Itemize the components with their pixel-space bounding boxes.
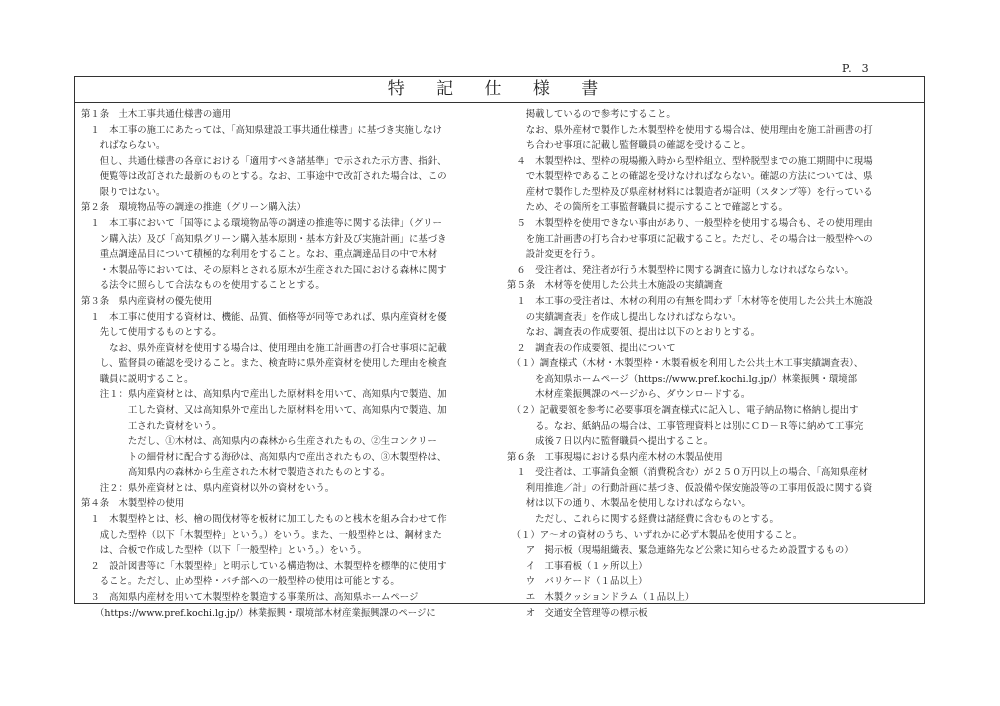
text-line: 第２条 環境物品等の調達の推進（グリーン購入法） [81, 202, 306, 214]
text-line: １ 本工事の施工にあたっては、「高知県建設工事共通仕様書」に基づき実施しなけ [81, 124, 442, 136]
text-line: の実績調査表」を作成し提出しなければならない。 [507, 311, 742, 323]
text-line: ２ 調査表の作成要領、提出について [507, 342, 676, 354]
text-line: 工した資材、又は高知県外で産出した原材料を用いて、高知県内で製造、加 [81, 404, 447, 416]
text-line: ２ 設計図書等に「木製型枠」と明示している構造物は、木製型枠を標準的に使用す [81, 560, 447, 572]
text-line: は、合板で作成した型枠（以下「一般型枠」という。）をいう。 [81, 545, 367, 557]
text-line: る法令に照らして合法なものを使用することとする。 [81, 280, 325, 292]
text-line: 設計変更を行う。 [507, 249, 601, 261]
text-line: る。なお、紙納品の場合は、工事管理資料とは別にＣＤ－Ｒ等に納めて工事完 [507, 420, 864, 432]
text-line: 利用推進／計」の行動計画に基づき、仮設備や保安施設等の工事用仮設に関する資 [507, 482, 873, 494]
text-line: し、監督員の確認を受けること。また、検査時に県外産資材を使用した理由を検査 [81, 358, 447, 370]
text-line: ６ 受注者は、発注者が行う木製型枠に関する調査に協力しなければならない。 [507, 264, 854, 276]
text-line: １ 木製型枠とは、杉、檜の間伐材等を板材に加工したものと桟木を組み合わせて作 [81, 514, 447, 526]
text-line: 高知県内の森林から生産された木材で製造されたものとする。 [81, 467, 391, 479]
text-line: ア 掲示板（現場組織表、緊急連絡先など公衆に知らせるため設置するもの） [507, 545, 854, 557]
text-line: 先して使用するものとする。 [81, 327, 222, 339]
text-line: 限りではない。 [81, 186, 166, 198]
text-line: を高知県ホームページ（https://www.pref.kochi.lg.jp/）林業振興・環境部 [507, 373, 858, 385]
text-line: ため、その箇所を工事監督職員に提示することで確認とする。 [507, 202, 788, 214]
text-line: なお、調査表の作成要領、提出は以下のとおりとする。 [507, 327, 761, 339]
left-column [81, 107, 499, 621]
text-line: ただし、これらに関する経費は諸経費に含むものとする。 [507, 514, 779, 526]
page-number: P. 3 [842, 62, 870, 75]
text-line: ３ 高知県内産材を用いて木製型枠を製造する事業所は、高知県ホームページ [81, 591, 419, 603]
text-line: トの細骨材に配合する海砂は、高知県内で産出されたもの、③木製型枠は、 [81, 451, 447, 463]
text-line: ン購入法）及び「高知県グリーン購入基本原則・基本方針及び実施計画」に基づき [81, 233, 447, 245]
text-line: 第４条 木製型枠の使用 [81, 498, 185, 510]
text-line: ただし、①木材は、高知県内の森林から生産されたもの、②生コンクリー [81, 436, 437, 448]
text-line: 産材で製作した型枠及び県産材材料には製造者が証明（スタンプ等）を行っている [507, 186, 873, 198]
text-line: エ 木製クッションドラム（１品以上） [507, 591, 695, 603]
text-line: なお、県外産材で製作した木製型枠を使用する場合は、使用理由を施工計画書の打 [507, 124, 873, 136]
text-line: オ 交通安全管理等の標示板 [507, 607, 648, 619]
text-line: 第６条 工事現場における県内産木材の木製品使用 [507, 451, 723, 463]
text-line: 材は以下の通り、木製品を使用しなければならない。 [507, 498, 751, 510]
text-line: 成後７日以内に監督職員へ提出すること。 [507, 436, 714, 448]
text-line: 第１条 土木工事共通仕様書の適用 [81, 109, 232, 120]
text-line: 工された資材をいう。 [81, 420, 222, 432]
text-line: 掲載しているので参考にすること。 [507, 109, 676, 120]
text-line: ・木製品等においては、その原料とされる原木が生産された国における森林に関す [81, 264, 447, 276]
spec-frame [74, 76, 925, 619]
text-line: 職員に説明すること。 [81, 373, 194, 385]
text-line: １ 受注者は、工事請負金額（消費税含む）が２５０万円以上の場合、「高知県産材 [507, 467, 868, 479]
text-line: （１）ア～オの資材のうち、いずれかに必ず木製品を使用すること。 [507, 529, 803, 541]
text-line: ればならない。 [81, 140, 166, 152]
text-line: １ 本工事に使用する資材は、機能、品質、価格等が同等であれば、県内産資材を優 [81, 311, 447, 323]
body-columns [75, 103, 924, 619]
text-line: を施工計画書の打ち合わせ事項に記載すること。ただし、その場合は一般型枠への [507, 233, 873, 245]
right-column [507, 107, 921, 621]
text-line: なお、県外産資材を使用する場合は、使用理由を施工計画書の打合せ事項に記載 [81, 342, 447, 354]
text-line: （１）調査様式（木材・木製型枠・木製看板を利用した公共土木工事実績調査表）、 [507, 358, 864, 370]
text-line: 但し、共通仕様書の各章における「適用すべき諸基準」で示された示方書、指針、 [81, 155, 447, 167]
document-title: 特 記 仕 様 書 [75, 77, 924, 103]
text-line: （２）記載要領を参考に必要事項を調査様式に記入し、電子納品物に格納し提出す [507, 404, 859, 416]
text-line: イ 工事看板（１ヶ所以上） [507, 560, 648, 572]
text-line: ４ 木製型枠は、型枠の現場搬入時から型枠組立、型枠脱型までの施工期間中に現場 [507, 155, 873, 167]
text-line: で木製型枠であることの確認を受けなければならない。確認の方法については、県 [507, 171, 873, 183]
text-line: １ 本工事の受注者は、木材の利用の有無を問わず「木材等を使用した公共土木施設 [507, 295, 873, 307]
text-line: ち合わせ事項に記載し監督職員の確認を受けること。 [507, 140, 751, 152]
text-line: 重点調達品目について積極的な利用をすること。なお、重点調達品目の中で木材 [81, 249, 438, 261]
text-line: 注２：県外産資材とは、県内産資材以外の資材をいう。 [81, 482, 335, 494]
text-line: ５ 木製型枠を使用できない事由があり、一般型枠を使用する場合も、その使用理由 [507, 218, 873, 230]
text-line: 注１：県内産資材とは、高知県内で産出した原材料を用いて、高知県内で製造、加 [81, 389, 447, 401]
text-line: 第３条 県内産資材の優先使用 [81, 295, 213, 307]
text-line: 成した型枠（以下「木製型枠」という。）をいう。また、一般型枠とは、鋼材また [81, 529, 442, 541]
text-line: 第５条 木材等を使用した公共土木施設の実績調査 [507, 280, 723, 292]
text-line: ウ バリケード（１品以上） [507, 576, 648, 588]
text-line: １ 本工事において「国等による環境物品等の調達の推進等に関する法律」（グリー [81, 218, 442, 230]
text-line: （https://www.pref.kochi.lg.jp/）林業振興・環境部木材産業振興課のページに [81, 607, 436, 619]
text-line: 便覧等は改訂された最新のものとする。なお、工事途中で改訂された場合は、この [81, 171, 447, 183]
text-line: ること。ただし、止め型枠・バチ部への一般型枠の使用は可能とする。 [81, 576, 400, 588]
text-line: 木材産業振興課のページから、ダウンロードする。 [507, 389, 751, 401]
